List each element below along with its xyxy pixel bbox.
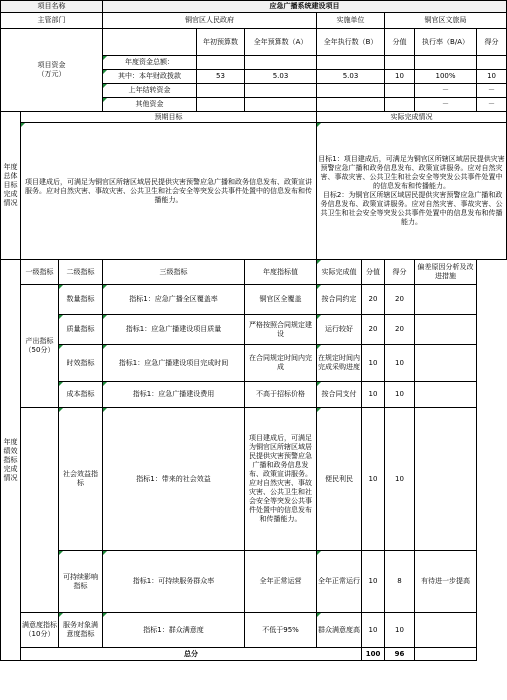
indicator-deviation: [415, 315, 477, 345]
funds-cell: 10: [477, 70, 507, 84]
indicator-points: 8: [385, 551, 415, 613]
indicator-level3: 指标1：应急广播建设费用: [103, 382, 245, 408]
indicator-actual: 按合同支付: [317, 382, 362, 408]
actual-goal-text: 目标1：项目建成后，可满足为铜官区所辖区域居民提供灾害预警应急广播和政务信息发布、政策宣讲服务。应对自然灾害、事故灾害、公共卫生和社会安全等突发公共事件处置中的信息发布和传播能力。 目标2：为铜官区所辖区域居民提供灾害预警应急广播和政务信息发布、政策宣讲服务。应对自然灾害、事故灾害、公共卫生和社会安全等突发公共事件处置中的信息发布和传播能力。: [317, 123, 507, 260]
dept-label: 主管部门: [1, 13, 103, 29]
project-name-label: 项目名称: [1, 1, 103, 13]
indicator-score: 10: [362, 408, 385, 551]
funds-cell: －: [477, 84, 507, 98]
indicator-actual: 便民利民: [317, 408, 362, 551]
indicator-deviation: 有待进一步提高: [415, 551, 477, 613]
indicator-level2: 可持续影响指标: [59, 551, 103, 613]
indicators-section-label: 年度绩效指标完成情况: [1, 260, 21, 661]
benefit-indicator-label: [21, 408, 59, 613]
full-year-exec-header: 全年执行数（B）: [317, 29, 385, 56]
indicator-points: 10: [385, 408, 415, 551]
funds-cell: [385, 56, 415, 70]
indicator-points: 10: [385, 345, 415, 382]
dept-value: 铜官区人民政府: [103, 13, 317, 29]
funds-cell: [197, 84, 245, 98]
total-score: 100: [362, 648, 385, 661]
indicator-actual: 群众满意度高: [317, 613, 362, 648]
funds-section-label: 项目资金 （万元）: [1, 29, 103, 112]
total-label: 总分: [21, 648, 362, 661]
indicator-level2: 服务对象满意度指标: [59, 613, 103, 648]
indicator-score: 20: [362, 315, 385, 345]
indicator-score: 10: [362, 613, 385, 648]
unit-label: 实施单位: [317, 13, 385, 29]
indicator-points-header: 得分: [385, 260, 415, 285]
indicator-deviation: [415, 613, 477, 648]
unit-value: 铜官区文旅局: [385, 13, 507, 29]
indicator-level2: 质量指标: [59, 315, 103, 345]
indicator-target: 铜官区全覆盖: [245, 285, 317, 315]
indicator-target: 不低于95%: [245, 613, 317, 648]
funds-cell: －: [415, 84, 477, 98]
funds-cell: [197, 98, 245, 112]
indicator-level2: 时效指标: [59, 345, 103, 382]
funds-cell: [385, 98, 415, 112]
indicator-deviation: [415, 408, 477, 551]
indicator-level3: 指标1：可持续服务群众率: [103, 551, 245, 613]
funds-cell: [385, 84, 415, 98]
initial-budget-header: 年初预算数: [197, 29, 245, 56]
indicator-actual: 按合同约定: [317, 285, 362, 315]
indicator-target: 严格按照合同规定建设: [245, 315, 317, 345]
funds-cell: 53: [197, 70, 245, 84]
indicator-actual: 全年正常运行: [317, 551, 362, 613]
funds-cell: [317, 56, 385, 70]
expected-goal-header: 预期目标: [21, 112, 317, 123]
project-name-value: 应急广播系统建设项目: [103, 1, 507, 13]
indicator-points: 10: [385, 382, 415, 408]
funds-row-label: 上年结转资金: [103, 84, 197, 98]
funds-cell: 10: [385, 70, 415, 84]
funds-cell: －: [477, 98, 507, 112]
funds-cell: [317, 84, 385, 98]
indicator-score: 10: [362, 382, 385, 408]
level2-header: 二级指标: [59, 260, 103, 285]
actual-goal-header: 实际完成情况: [317, 112, 507, 123]
indicator-level2: 社会效益指标: [59, 408, 103, 551]
indicator-deviation: [415, 382, 477, 408]
indicator-level3: 指标1：群众满意度: [103, 613, 245, 648]
indicator-level3: 指标1：应急广播全区覆盖率: [103, 285, 245, 315]
indicator-target: 在合同规定时间内完成: [245, 345, 317, 382]
indicator-deviation: [415, 285, 477, 315]
total-points: 96: [385, 648, 415, 661]
full-year-budget-header: 全年预算数（A）: [245, 29, 317, 56]
deviation-header: 偏差原因分析及改进措施: [415, 260, 477, 285]
total-blank: [415, 648, 477, 661]
exec-rate-header: 执行率（B/A）: [415, 29, 477, 56]
funds-cell: 5.03: [317, 70, 385, 84]
indicator-target: 项目建成后，可满足为铜官区所辖区域居民提供灾害预警应急广播和政务信息发布、政策宣讲服务。应对自然灾害、事故灾害、公共卫生和社会安全等突发公共事件处置中的信息发布和传播能力。: [245, 408, 317, 551]
points-header: 得分: [477, 29, 507, 56]
funds-cell: －: [415, 98, 477, 112]
funds-cell: [477, 56, 507, 70]
indicator-level3: 指标1：应急广播建设项目质量: [103, 315, 245, 345]
funds-cell: [245, 98, 317, 112]
goals-section-label: 年度总体目标完成情况: [1, 112, 21, 260]
score-header: 分值: [385, 29, 415, 56]
indicator-points: 20: [385, 285, 415, 315]
funds-cell: [415, 56, 477, 70]
level1-header: 一级指标: [21, 260, 59, 285]
indicator-score: 10: [362, 345, 385, 382]
funds-cell: 100%: [415, 70, 477, 84]
indicator-level2: 数量指标: [59, 285, 103, 315]
satisfaction-indicator-label: 满意度指标（10分）: [21, 613, 59, 648]
indicator-target: 不高于招标价格: [245, 382, 317, 408]
indicator-actual: 在规定时间内完成采购进度: [317, 345, 362, 382]
funds-row-label: 其中：本年财政拨款: [103, 70, 197, 84]
actual-header: 实际完成值: [317, 260, 362, 285]
funds-cell: [197, 56, 245, 70]
level3-header: 三级指标: [103, 260, 245, 285]
indicator-level3: 指标1：带来的社会效益: [103, 408, 245, 551]
indicator-level3: 指标1：应急广播建设项目完成时间: [103, 345, 245, 382]
indicator-level2: 成本指标: [59, 382, 103, 408]
funds-header-blank: [103, 29, 197, 56]
annual-target-header: 年度指标值: [245, 260, 317, 285]
indicator-deviation: [415, 345, 477, 382]
funds-cell: [317, 98, 385, 112]
indicator-score: 10: [362, 551, 385, 613]
funds-row-label: 年度资金总额：: [103, 56, 197, 70]
funds-cell: 5.03: [245, 70, 317, 84]
indicator-target: 全年正常运营: [245, 551, 317, 613]
indicator-points: 10: [385, 613, 415, 648]
indicator-actual: 运行较好: [317, 315, 362, 345]
funds-cell: [245, 84, 317, 98]
indicator-score-header: 分值: [362, 260, 385, 285]
indicator-points: 20: [385, 315, 415, 345]
funds-row-label: 其他资金: [103, 98, 197, 112]
funds-cell: [245, 56, 317, 70]
expected-goal-text: 项目建成后，可满足为铜官区所辖区域居民提供灾害预警应急广播和政务信息发布、政策宣讲服务。应对自然灾害、事故灾害、公共卫生和社会安全等突发公共事件处置中的信息发布和传播能力。: [21, 123, 317, 260]
indicator-score: 20: [362, 285, 385, 315]
output-indicator-label: 产出指标（50分）: [21, 285, 59, 408]
